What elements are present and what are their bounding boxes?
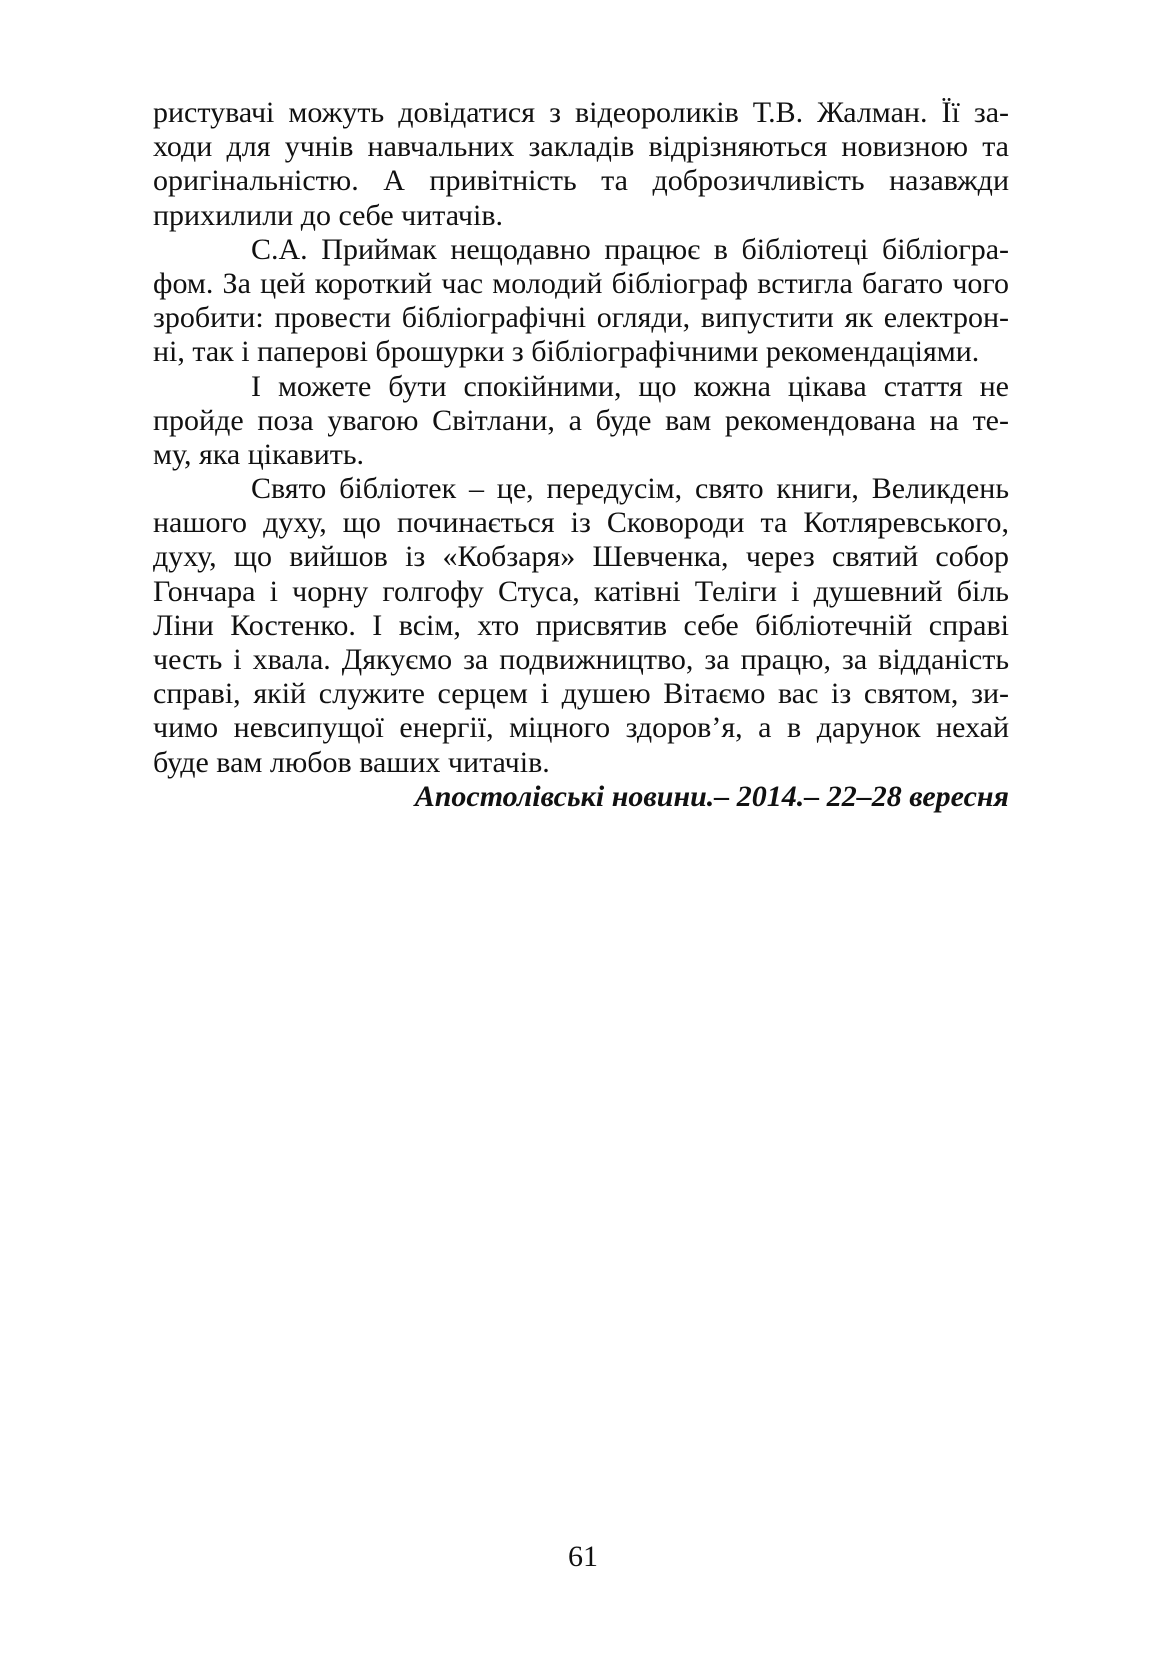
text-line: пройде поза увагою Світлани, а буде вам рекомендована на те- [153,403,1009,437]
text-line: буде вам любов ваших читачів. [153,745,550,779]
text-line: Гончара і чорну голгофу Стуса, катівні Теліги і душевний біль [153,574,1009,608]
paragraph-2 [153,233,1009,370]
article-body [153,96,1009,814]
paragraph-3 [153,370,1009,473]
text-line: Свято бібліотек – це, передусім, свято книги, Великдень [251,472,1009,506]
text-line: Ліни Костенко. І всім, хто присвятив себе бібліотечній справі [153,608,1009,642]
text-line: прихилили до себе читачів. [153,198,503,232]
text-line: С.А. Приймак нещодавно працює в бібліотеці бібліогра- [251,232,1009,266]
text-line: ні, так і паперові брошурки з бібліографічними рекомендаціями. [153,335,980,369]
text-line: фом. За цей короткий час молодий бібліограф встигла багато чого [153,266,1009,300]
paragraph-1 [153,96,1009,233]
text-line: му, яка цікавить. [153,437,365,471]
text-line: честь і хвала. Дякуємо за подвижництво, за працю, за відданість [153,643,1009,676]
text-line: оригінальністю. А привітність та доброзичливість назавжди [153,164,1009,198]
text-line: ристувачі можуть довідатися з відеороликів Т.В. Жалман. Її за- [153,96,1009,129]
text-line: справі, якій служите серцем і душею Вітаємо вас із святом, зи- [153,677,1009,711]
text-line: зробити: провести бібліографічні огляди, випустити як електрон- [153,301,1009,335]
text-line: чимо невсипущої енергії, міцного здоров’я, а в дарунок нехай [153,711,1009,745]
paragraph-4 [153,472,1009,780]
text-line: І можете бути спокійними, що кожна цікава стаття не [251,369,1009,403]
source-citation: Апостолівські новини.– 2014.– 22–28 вересня [414,779,1009,813]
text-line: ходи для учнів навчальних закладів відрізняються новизною та [153,130,1009,164]
text-line: нашого духу, що починається із Сковороди та Котляревського, [153,506,1009,540]
page-number: 61 [568,1540,598,1573]
text-line: духу, що вийшов із «Кобзаря» Шевченка, через святий собор [153,540,1009,574]
